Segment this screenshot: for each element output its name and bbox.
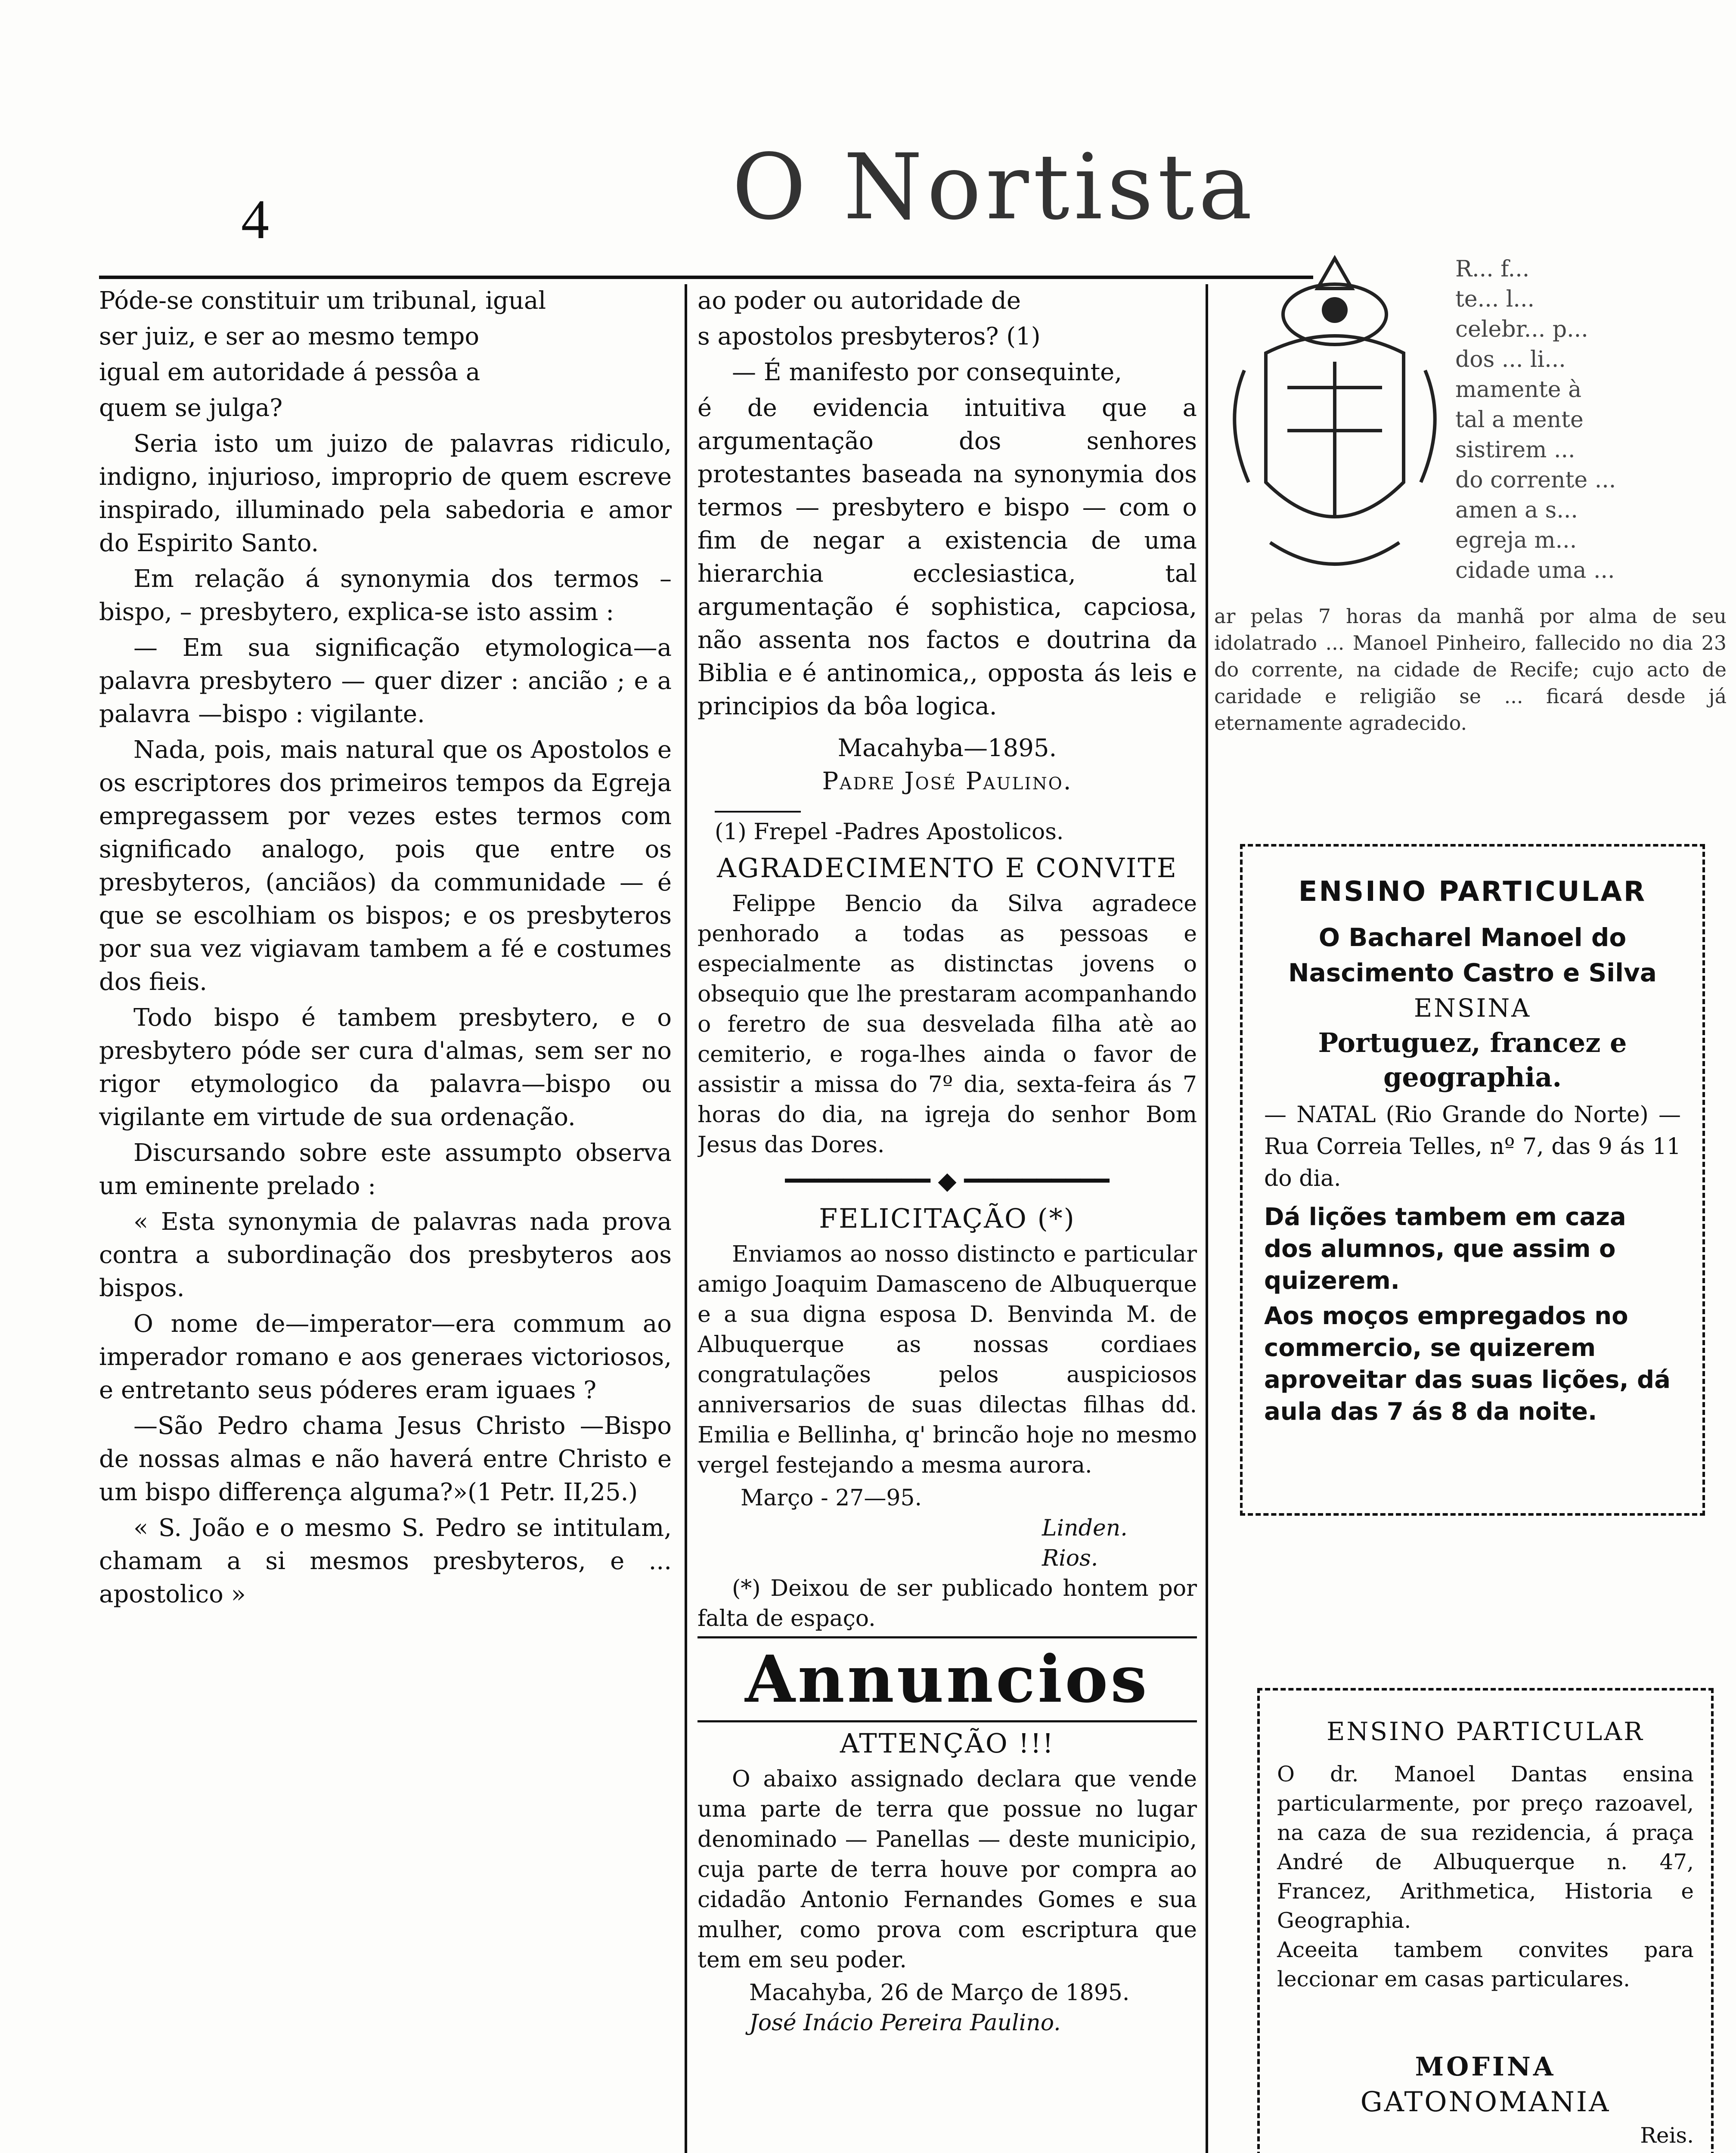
signature: Padre José Paulino. (822, 767, 1073, 795)
c2-line-1: ao poder ou autoridade de (698, 287, 1021, 315)
crest-line: amen a s... (1455, 497, 1578, 523)
mofina-sign: Reis. (1640, 2123, 1694, 2148)
crest-line: celebr... p... (1455, 316, 1588, 342)
felicitacao-sign-2: Rios. (1042, 1545, 1098, 1571)
ad1-subjects: Portuguez, francez e geographia. (1318, 1027, 1627, 1093)
c2-line-3: — É manifesto por consequinte, (732, 358, 1122, 386)
header-rule (99, 276, 1313, 279)
crest-line: tal a mente (1455, 407, 1584, 433)
crest-line: dos ... li... (1455, 347, 1566, 372)
crest-line: te... l... (1455, 286, 1535, 312)
crest-line: do corrente ... (1455, 467, 1616, 493)
attention-title: ATTENÇÃO !!! (840, 1728, 1055, 1759)
c1-para-14: « S. João e o mesmo S. Pedro se intitulam, chamam a si mesmos presbyteros, e ... apostolico » (99, 1514, 672, 1608)
felicitacao-date: Março - 27—95. (741, 1485, 922, 1511)
ad2-title: ENSINO PARTICULAR (1327, 1717, 1644, 1746)
footnote-rule (715, 811, 801, 813)
ad1-extra: Dá lições tambem em caza dos alumnos, que assim o quizerem. (1264, 1203, 1626, 1295)
crest-line: R... f... (1455, 256, 1530, 282)
page-number: 4 (241, 189, 269, 251)
felicitacao-text: Enviamos ao nosso distincto e particular amigo Joaquim Damasceno de Albuquerque e a sua digna esposa D. Benvinda M. de Albuquerque as nossas cordiaes congratulações pelos auspiciosos anniversarios de suas dilectas filhas dd. Emilia e Bellinha, q' brincão hoje no mesmo vergel festejando a mesma aurora. (698, 1241, 1197, 1478)
c1-para-11: « Esta synonymia de palavras nada prova contra a subordinação dos presbyteros aos bispos. (99, 1208, 672, 1302)
ad1-teacher: O Bacharel Manoel do Nascimento Castro e Silva (1288, 923, 1657, 987)
footnote: (1) Frepel -Padres Apostolicos. (715, 819, 1064, 845)
c1-para-10: Discursando sobre este assumpto observa um eminente prelado : (99, 1139, 672, 1200)
ad1-ensina: ENSINA (1414, 993, 1531, 1023)
ad1-address: — NATAL (Rio Grande do Norte) — Rua Correia Telles, nº 7, das 9 ás 11 do dia. (1264, 1102, 1681, 1191)
ensino-particular-ad-1 (1240, 844, 1705, 1516)
felicitacao-title: FELICITAÇÃO (*) (819, 1203, 1076, 1234)
column-rule-1 (685, 284, 687, 2153)
ad1-extra2: Aos moços empregados no commercio, se quizerem aproveitar das suas lições, dá aula das 7 ás 8 da noite. (1264, 1302, 1671, 1426)
crest-line: egreja m... (1455, 527, 1577, 553)
felicitacao-note: (*) Deixou de ser publicado hontem por falta de espaço. (698, 1576, 1197, 1632)
c1-line-3: igual em autoridade á pessôa a (99, 358, 480, 386)
c1-para-7: — Em sua significação etymologica—a palavra presbytero — quer dizer : ancião ; e a palavra —bispo : vigilante. (99, 634, 672, 728)
c1-para-9: Todo bispo é tambem presbytero, e o presbytero póde ser cura d'almas, sem ser no rigor etymologico da palavra—bispo ou vigilante em virtude de sua ordenação. (99, 1004, 672, 1131)
c2-line-2: s apostolos presbyteros? (1) (698, 323, 1041, 351)
crest-line: sistirem ... (1455, 437, 1575, 463)
ensino-particular-ad-2 (1257, 1688, 1714, 2153)
place-date: Macahyba—1895. (837, 734, 1057, 762)
crest-caption (1455, 254, 1722, 590)
mofina-title: MOFINA (1415, 2052, 1556, 2082)
ad1-title: ENSINO PARTICULAR (1298, 876, 1647, 908)
agradecimento-title: AGRADECIMENTO E CONVITE (717, 852, 1178, 884)
agradecimento-text: Felippe Bencio da Silva agradece penhorado a todas as pessoas e especialmente as distinctas jovens o obsequio que lhe prestaram acompanhando o feretro de sua desvelada filha atè ao cemiterio, e roga-lhes ainda o favor de assistir a missa do 7º dia, sexta-feira ás 7 horas do dia, na igreja do senhor Bom Jesus das Dores. (698, 891, 1197, 1158)
c1-line-4: quem se julga? (99, 394, 283, 422)
c1-line-2: ser juiz, e ser ao mesmo tempo (99, 323, 480, 351)
column-2 (698, 284, 1197, 2153)
annuncios-rule-bottom (698, 1720, 1197, 1722)
c1-para-12: O nome de—imperator—era commum ao imperador romano e aos generaes victoriosos, e entretanto seus póderes eram iguaes ? (99, 1310, 672, 1404)
mofina-subtitle: GATONOMANIA (1360, 2086, 1611, 2118)
masthead-title: O Nortista (732, 134, 1257, 240)
ornament-divider: ━━━━━━━━━━ ◆ ━━━━━━━━━━ (785, 1167, 1110, 1195)
c2-para-4: é de evidencia intuitiva que a argumentação dos senhores protestantes baseada na synonymia dos termos — presbytero e bispo — com o fim de negar a existencia de uma hierarchia ecclesiastica, tal argumentação é sophistica, capciosa, não assenta nos factos e doutrina da Biblia e é antinomica,, opposta ás leis e principios da bôa logica. (698, 394, 1197, 720)
c1-para-8: Nada, pois, mais natural que os Apostolos e os escriptores dos primeiros tempos da Egreja empregassem por vezes estes termos com significado analogo, pois que entre os presbyteros, (anciãos) da communidade — é que se escolhiam os bispos; e os presbyteros por sua vez vigiavam tambem a fé e costumes dos fieis. (99, 736, 672, 996)
ad2-text: O dr. Manoel Dantas ensina particularmente, por preço razoavel, na caza de sua rezidencia, á praça André de Albuquerque n. 47, Francez, Arithmetica, Historia e Geographia. (1277, 1762, 1694, 1933)
annuncio-signer: José Inácio Pereira Paulino. (749, 2010, 1061, 2036)
column-rule-2 (1206, 284, 1208, 2153)
annuncio-date: Macahyba, 26 de Março de 1895. (749, 1980, 1130, 2006)
ad2-text2: Aceeita tambem convites para leccionar em casas particulares. (1277, 1937, 1694, 1992)
crest-line: cidade uma ... (1455, 558, 1615, 583)
crest-paragraph: ar pelas 7 horas da manhã por alma de seu idolatrado ... Manoel Pinheiro, fallecido no dia 23 do corrente, na cidade de Recife; cujo acto de caridade e religião se ... ficará desde já eternamente agradecido. (1214, 605, 1727, 735)
c1-para-13: —São Pedro chama Jesus Christo —Bispo de nossas almas e não haverá entre Christo e um bispo differença alguma?»(1 Petr. II,25.) (99, 1412, 672, 1506)
crest-line: mamente à (1455, 377, 1582, 403)
column-1 (99, 284, 672, 2153)
c1-para-6: Em relação á synonymia dos termos – bispo, – presbytero, explica-se isto assim : (99, 565, 672, 626)
c1-line-1: Póde-se constituir um tribunal, igual (99, 287, 546, 315)
annuncios-title: Annuncios (745, 1641, 1150, 1717)
c1-para-5: Seria isto um juizo de palavras ridiculo, indigno, injurioso, improprio de quem escreve inspirado, illuminado pela sabedoria e amor do Espirito Santo. (99, 430, 672, 557)
annuncio-text: O abaixo assignado declara que vende uma parte de terra que possue no lugar denominado — Panellas — deste municipio, cuja parte de terra houve por compra ao cidadão Antonio Fernandes Gomes e sua mulher, como prova com escriptura que tem em seu poder. (698, 1766, 1197, 1973)
coat-of-arms-icon (1214, 241, 1455, 611)
annuncios-rule-top (698, 1636, 1197, 1638)
felicitacao-sign-1: Linden. (1042, 1515, 1128, 1541)
